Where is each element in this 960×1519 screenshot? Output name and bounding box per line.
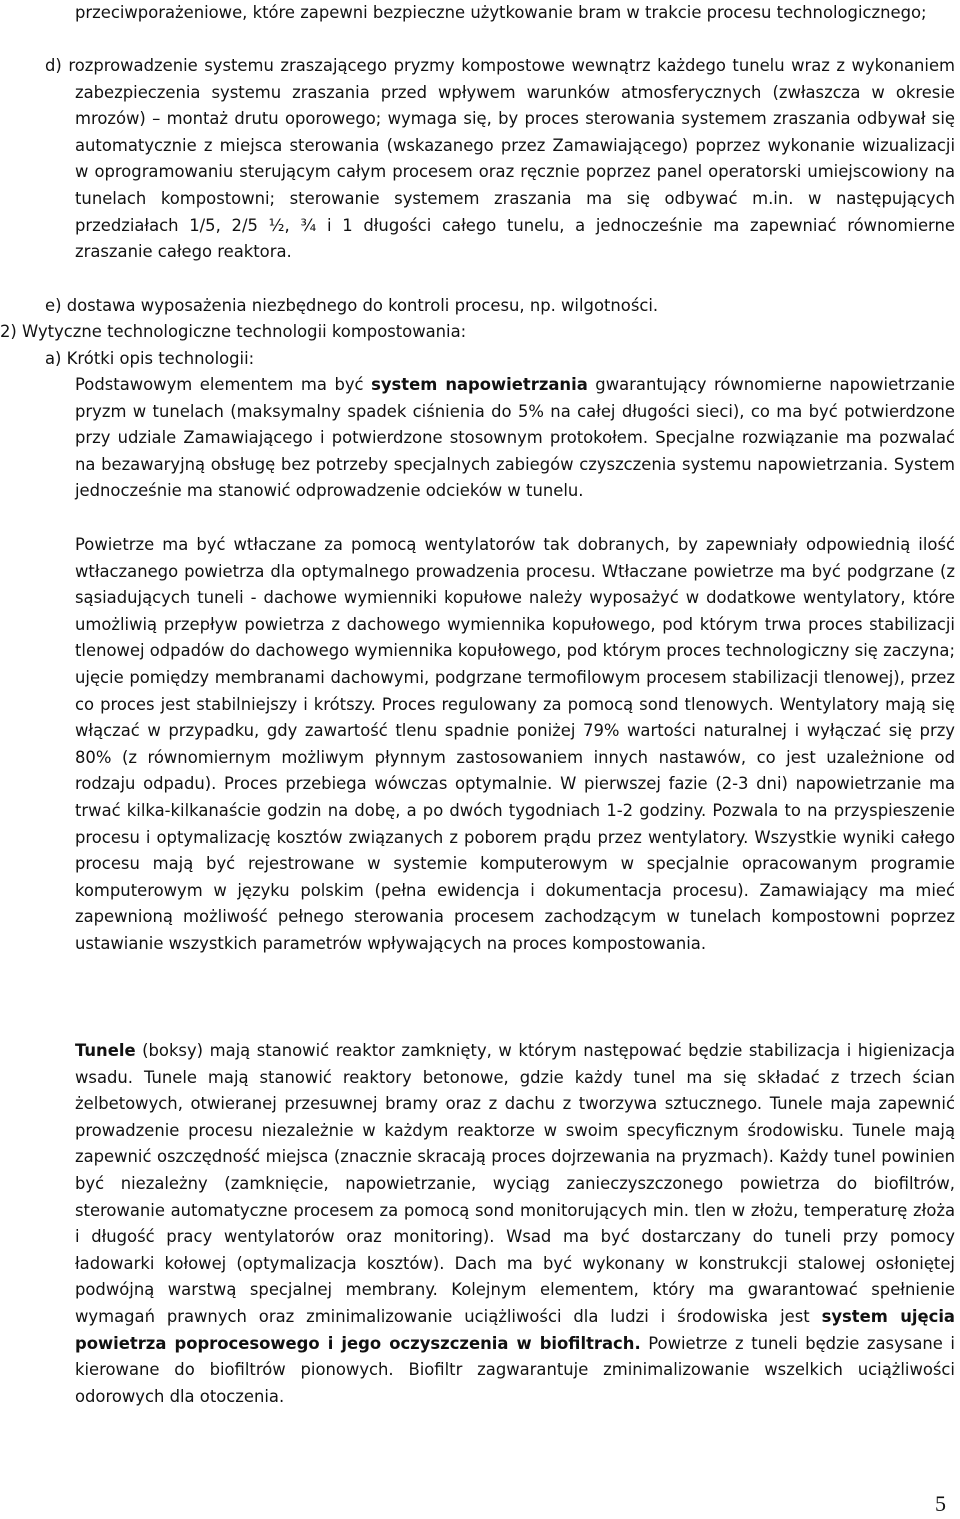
- paragraph-tunnels: Tunele (boksy) mają stanowić reaktor zamknięty, w którym następować będzie stabilizacja i higienizacja wsadu. Tunele mają stanowić reaktory betonowe, gdzie każdy tunel ma się składać z trzech ścian żelbetowych, otwieranej przesuwnej bramy oraz z dachu z tworzywa sztucznego. Tunele maja zapewnić prowadzenie procesu niezależnie w każdym reaktorze w swoim specyficznym środowisku. Tunele mają zapewnić oszczędność miejsca (znacznie skracają proces dojrzewania na pryzmach). Każdy tunel powinien być niezależny (zamknięcie, napowietrzanie, wyciąg zanieczyszczonego powietrza do biofiltrów, sterowanie automatyczne procesem za pomocą sond monitorujących min. tlen w złożu, temperaturę złoża i długość pracy wentylatorów oraz monitoring). Wsad ma być dostarczany do tuneli przy pomocy ładowarki kołowej (optymalizacja kosztów). Dach ma być wykonany w konstrukcji stalowej osłoniętej podwójną warstwą specjalnej membrany. Kolejnym elementem, który ma gwarantować spełnienie wymagań prawnych oraz zminimalizowanie uciążliwości dla ludzi i środowiska jest system ujęcia powietrza poprocesowego i jego oczyszczenia w biofiltrach. Powietrze z tuneli będzie zasysane i kierowane do biofiltrów pionowych. Biofiltr zagwarantuje zminimalizowanie wszelkich uciążliwości odorowych dla otoczenia.: [75, 1041, 955, 1406]
- subsection-marker-a: a): [45, 349, 62, 368]
- bold-air-collection: system ujęcia powietrza poprocesowego i jego oczyszczenia w biofiltrach.: [75, 1306, 955, 1353]
- section-marker-2: 2): [0, 322, 17, 341]
- list-text-d: rozprowadzenie systemu zraszającego pryzmy kompostowe wewnątrz każdego tunelu wraz z wykonaniem zabezpieczenia systemu zraszania przed wpływem warunków atmosferycznych (zwłaszcza w okresie mrozów) – montaż drutu oporowego; wymaga się, by proces sterowania systemem zraszania odbywał się automatycznie z miejsca sterowania (wskazanego przez Zamawiającego) poprzez wykonanie wizualizacji w oprogramowaniu sterującym całym procesem oraz ręcznie poprzez panel operatorski umiejscowiony na tunelach kompostowni; sterowanie systemem zraszania ma się odbywać m.in. w następujących przedziałach 1/5, 2/5 ½, ¾ i 1 długości całego tunelu, a jednocześnie ma zapewniać równomierne zraszanie całego reaktora.: [68, 56, 955, 262]
- paragraph-air-fans: Powietrze ma być wtłaczane za pomocą wentylatorów tak dobranych, by zapewniały odpowiednią ilość wtłaczanego powietrza dla optymalnego prowadzenia procesu. Wtłaczane powietrze ma być podgrzane (z sąsiadujących tuneli - dachowe wymienniki kopułowe należy wyposażyć w dodatkowe wentylatory, które umożliwią przepływ powietrza z dachowego wymiennika kopułowego, pod którym trwa proces stabilizacji tlenowej odpadów do dachowego wymiennika kopułowego, pod którym proces technologiczny się zaczyna; ujęcie pomiędzy membranami dachowymi, podgrzane termofilowym procesem stabilizacji tlenowej), przez co proces jest stabilniejszy i krótszy. Proces regulowany za pomocą sond tlenowych. Wentylatory mają się włączać w przypadku, gdy zawartość tlenu spadnie poniżej 79% wartości naturalnej i wyłączać się przy 80% (z równomiernym możliwym płynnym zastosowaniem innych nastawów, co jest uzależnione od rodzaju odpadu). Proces przebiega wówczas optymalnie. W pierwszej fazie (2-3 dni) napowietrzanie ma trwać kilka-kilkanaście godzin na dobę, a po dwóch tygodniach 1-2 godziny. Pozwala to na przyspieszenie procesu i optymalizację kosztów związanych z poborem prądu przez wentylatory. Wszystkie wyniki całego procesu mają być rejestrowane w systemie komputerowym w specjalnie opracowanym programie komputerowym w języku polskim (pełna ewidencja i dokumentacja procesu). Zamawiający ma mieć zapewnioną możliwość pełnego sterowania procesem zachodzącym w tunelach kompostowni poprzez ustawianie wszystkich parametrów wpływających na proces kompostowania.: [75, 535, 955, 953]
- bold-aeration-system: system napowietrzania: [371, 375, 588, 394]
- list-text-e: dostawa wyposażenia niezbędnego do kontroli procesu, np. wilgotności.: [66, 296, 659, 315]
- list-item-e: [45, 293, 658, 320]
- section-heading-2: [0, 319, 466, 346]
- subsection-heading-a: [45, 346, 254, 373]
- list-marker-d: d): [45, 56, 62, 75]
- list-item-d-continuation: przeciwporażeniowe, które zapewni bezpieczne użytkowanie bram w trakcie procesu technologicznego;: [75, 3, 927, 22]
- list-item-d: [45, 53, 955, 266]
- list-marker-e: e): [45, 296, 62, 315]
- bold-tunnels: Tunele: [75, 1041, 136, 1060]
- paragraph-aeration-system: Podstawowym elementem ma być system napowietrzania gwarantujący równomierne napowietrzanie pryzm w tunelach (maksymalny spadek ciśnienia do 5% na całej długości sieci), co ma być potwierdzone przy udziale Zamawiającego i potwierdzone stosownym protokołem. Specjalne rozwiązanie ma pozwalać na bezawaryjną obsługę bez potrzeby specjalnych zabiegów czyszczenia systemu napowietrzania. System jednocześnie ma stanowić odprowadzenie odcieków w tunelu.: [75, 375, 955, 501]
- page-number: 5: [935, 1491, 946, 1516]
- subsection-title-a: Krótki opis technologii:: [66, 349, 255, 368]
- section-title-2: Wytyczne technologiczne technologii kompostowania:: [22, 322, 467, 341]
